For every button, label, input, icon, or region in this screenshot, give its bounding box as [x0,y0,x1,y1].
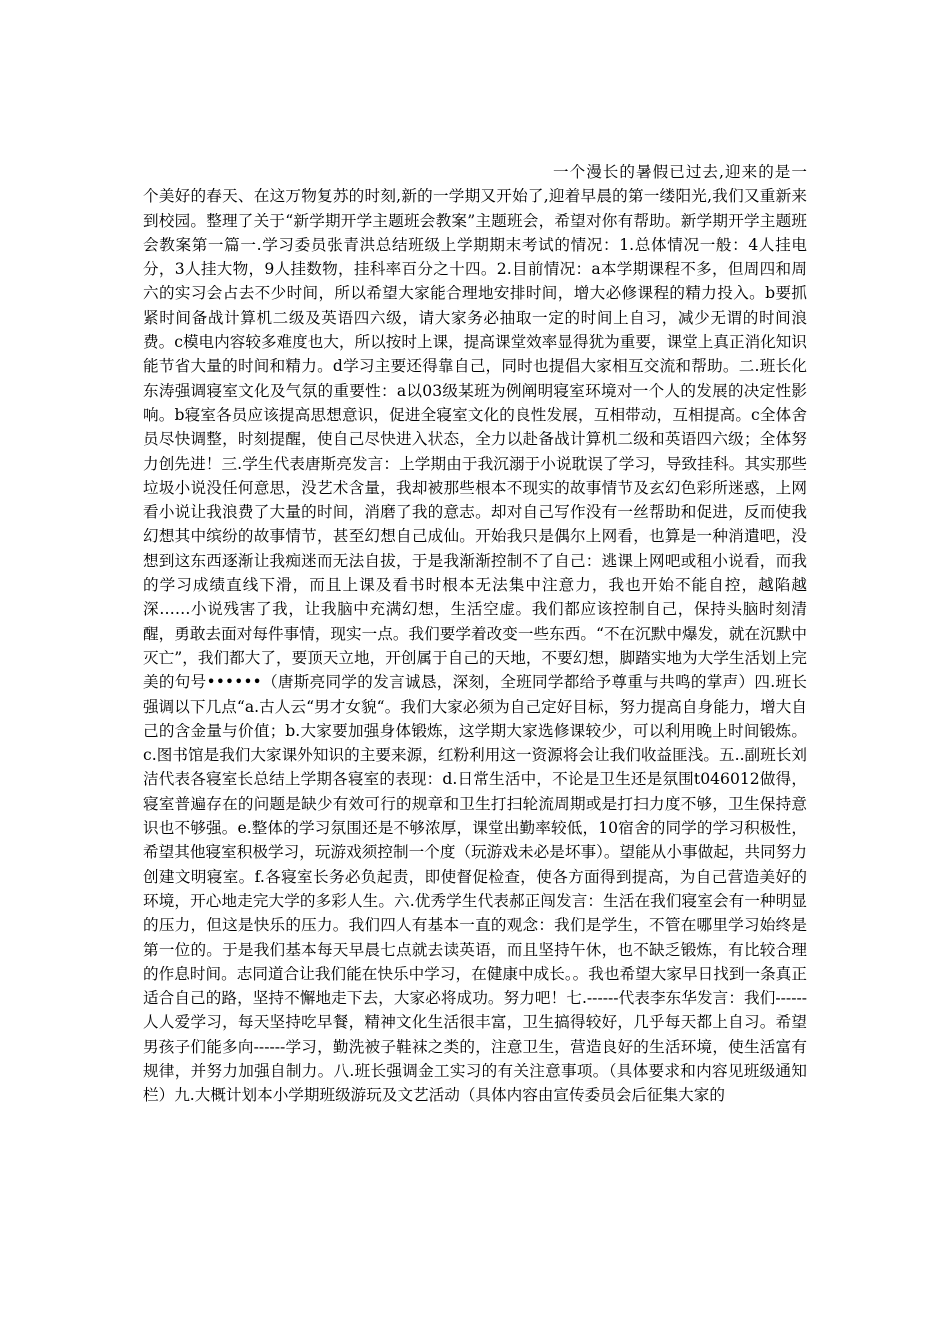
document-body-text: 一个漫长的暑假已过去,迎来的是一个美好的春天、在这万物复苏的时刻,新的一学期又开始了,迎着早晨的第一缕阳光,我们又重新来到校园。整理了关于“新学期开学主题班会教案”主题班会，希望对你有帮助。新学期开学主题班会教案第一篇一.学习委员张青洪总结班级上学期期末考试的情况：1.总体情况一般：4人挂电分，3人挂大物，9人挂数物，挂科率百分之十四。2.目前情况：a本学期课程不多，但周四和周六的实习会占去不少时间，所以希望大家能合理地安排时间，增大必修课程的精力投入。b要抓紧时间备战计算机二级及英语四六级，请大家务必抽取一定的时间上自习，减少无谓的时间浪费。c模电内容较多难度也大，所以按时上课，提高课堂效率显得犹为重要，课堂上真正消化知识能节省大量的时间和精力。d学习主要还得靠自己，同时也提倡大家相互交流和帮助。二.班长化东涛强调寝室文化及气氛的重要性：a以03级某班为例阐明寝室环境对一个人的发展的决定性影响。b寝室各员应该提高思想意识，促进全寝室文化的良性发展，互相带动，互相提高。c全体舍员尽快调整，时刻提醒，使自己尽快进入状态，全力以赴备战计算机二级和英语四六级；全体努力创先进！三.学生代表唐斯亮发言：上学期由于我沉溺于小说耽误了学习，导致挂科。其实那些垃圾小说没任何意思，没艺术含量，我却被那些根本不现实的故事情节及玄幻色彩所迷惑，上网看小说让我浪费了大量的时间，消磨了我的意志。却对自己写作没有一丝帮助和促进，反而使我幻想其中缤纷的故事情节，甚至幻想自己成仙。开始我只是偶尔上网看，也算是一种消遣吧，没想到这东西逐渐让我痴迷而无法自拔，于是我渐渐控制不了自己：逃课上网吧或租小说看，而我的学习成绩直线下滑，而且上课及看书时根本无法集中注意力，我也开始不能自控，越陷越深……小说残害了我，让我脑中充满幻想，生活空虚。我们都应该控制自己，保持头脑时刻清醒，勇敢去面对每件事情，现实一点。我们要学着改变一些东西。“不在沉默中爆发，就在沉默中灭亡”，我们都大了，要顶天立地，开创属于自己的天地，不要幻想，脚踏实地为大学生活划上完美的句号••••••（唐斯亮同学的发言诚恳，深刻，全班同学都给予尊重与共鸣的掌声）四.班长强调以下几点“a.古人云“男才女貌“。我们大家必须为自己定好目标，努力提高自身能力，增大自己的含金量与价值；b.大家要加强身体锻炼，这学期大家选修课较少，可以利用晚上时间锻炼。c.图书馆是我们大家课外知识的主要来源，红粉利用这一资源将会让我们收益匪浅。五..副班长刘洁代表各寝室长总结上学期各寝室的表现：d.日常生活中，不论是卫生还是氛围t046012做得，寝室普遍存在的问题是缺少有效可行的规章和卫生打扫轮流周期或是打扫力度不够，卫生保持意识也不够强。e.整体的学习氛围还是不够浓厚，课堂出勤率较低，10宿舍的同学的学习积极性，希望其他寝室积极学习，玩游戏须控制一个度（玩游戏未必是坏事）。望能从小事做起，共同努力创建文明寝室。f.各寝室长务必负起责，即使督促检查，使各方面得到提高，为自己营造美好的环境，开心地走完大学的多彩人生。六.优秀学生代表郝正闯发言：生活在我们寝室会有一种明显的压力，但这是快乐的压力。我们四人有基本一直的观念：我们是学生，不管在哪里学习始终是第一位的。于是我们基本每天早晨七点就去读英语，而且坚持午休，也不缺乏锻炼，有比较合理的作息时间。志同道合让我们能在快乐中学习，在健康中成长。。我也希望大家早日找到一条真正适合自己的路，坚持不懈地走下去，大家必将成功。努力吧！七.------代表李东华发言：我们------人人爱学习，每天坚持吃早餐，精神文化生活很丰富，卫生搞得较好，几乎每天都上自习。希望男孩子们能多向------学习，勤洗被子鞋袜之类的，注意卫生，营造良好的生活环境，使生活富有规律，并努力加强自制力。八.班长强调金工实习的有关注意事项。（具体要求和内容见班级通知栏）九.大概计划本小学期班级游玩及文艺活动（具体内容由宣传委员会后征集大家的 [143,163,807,1105]
